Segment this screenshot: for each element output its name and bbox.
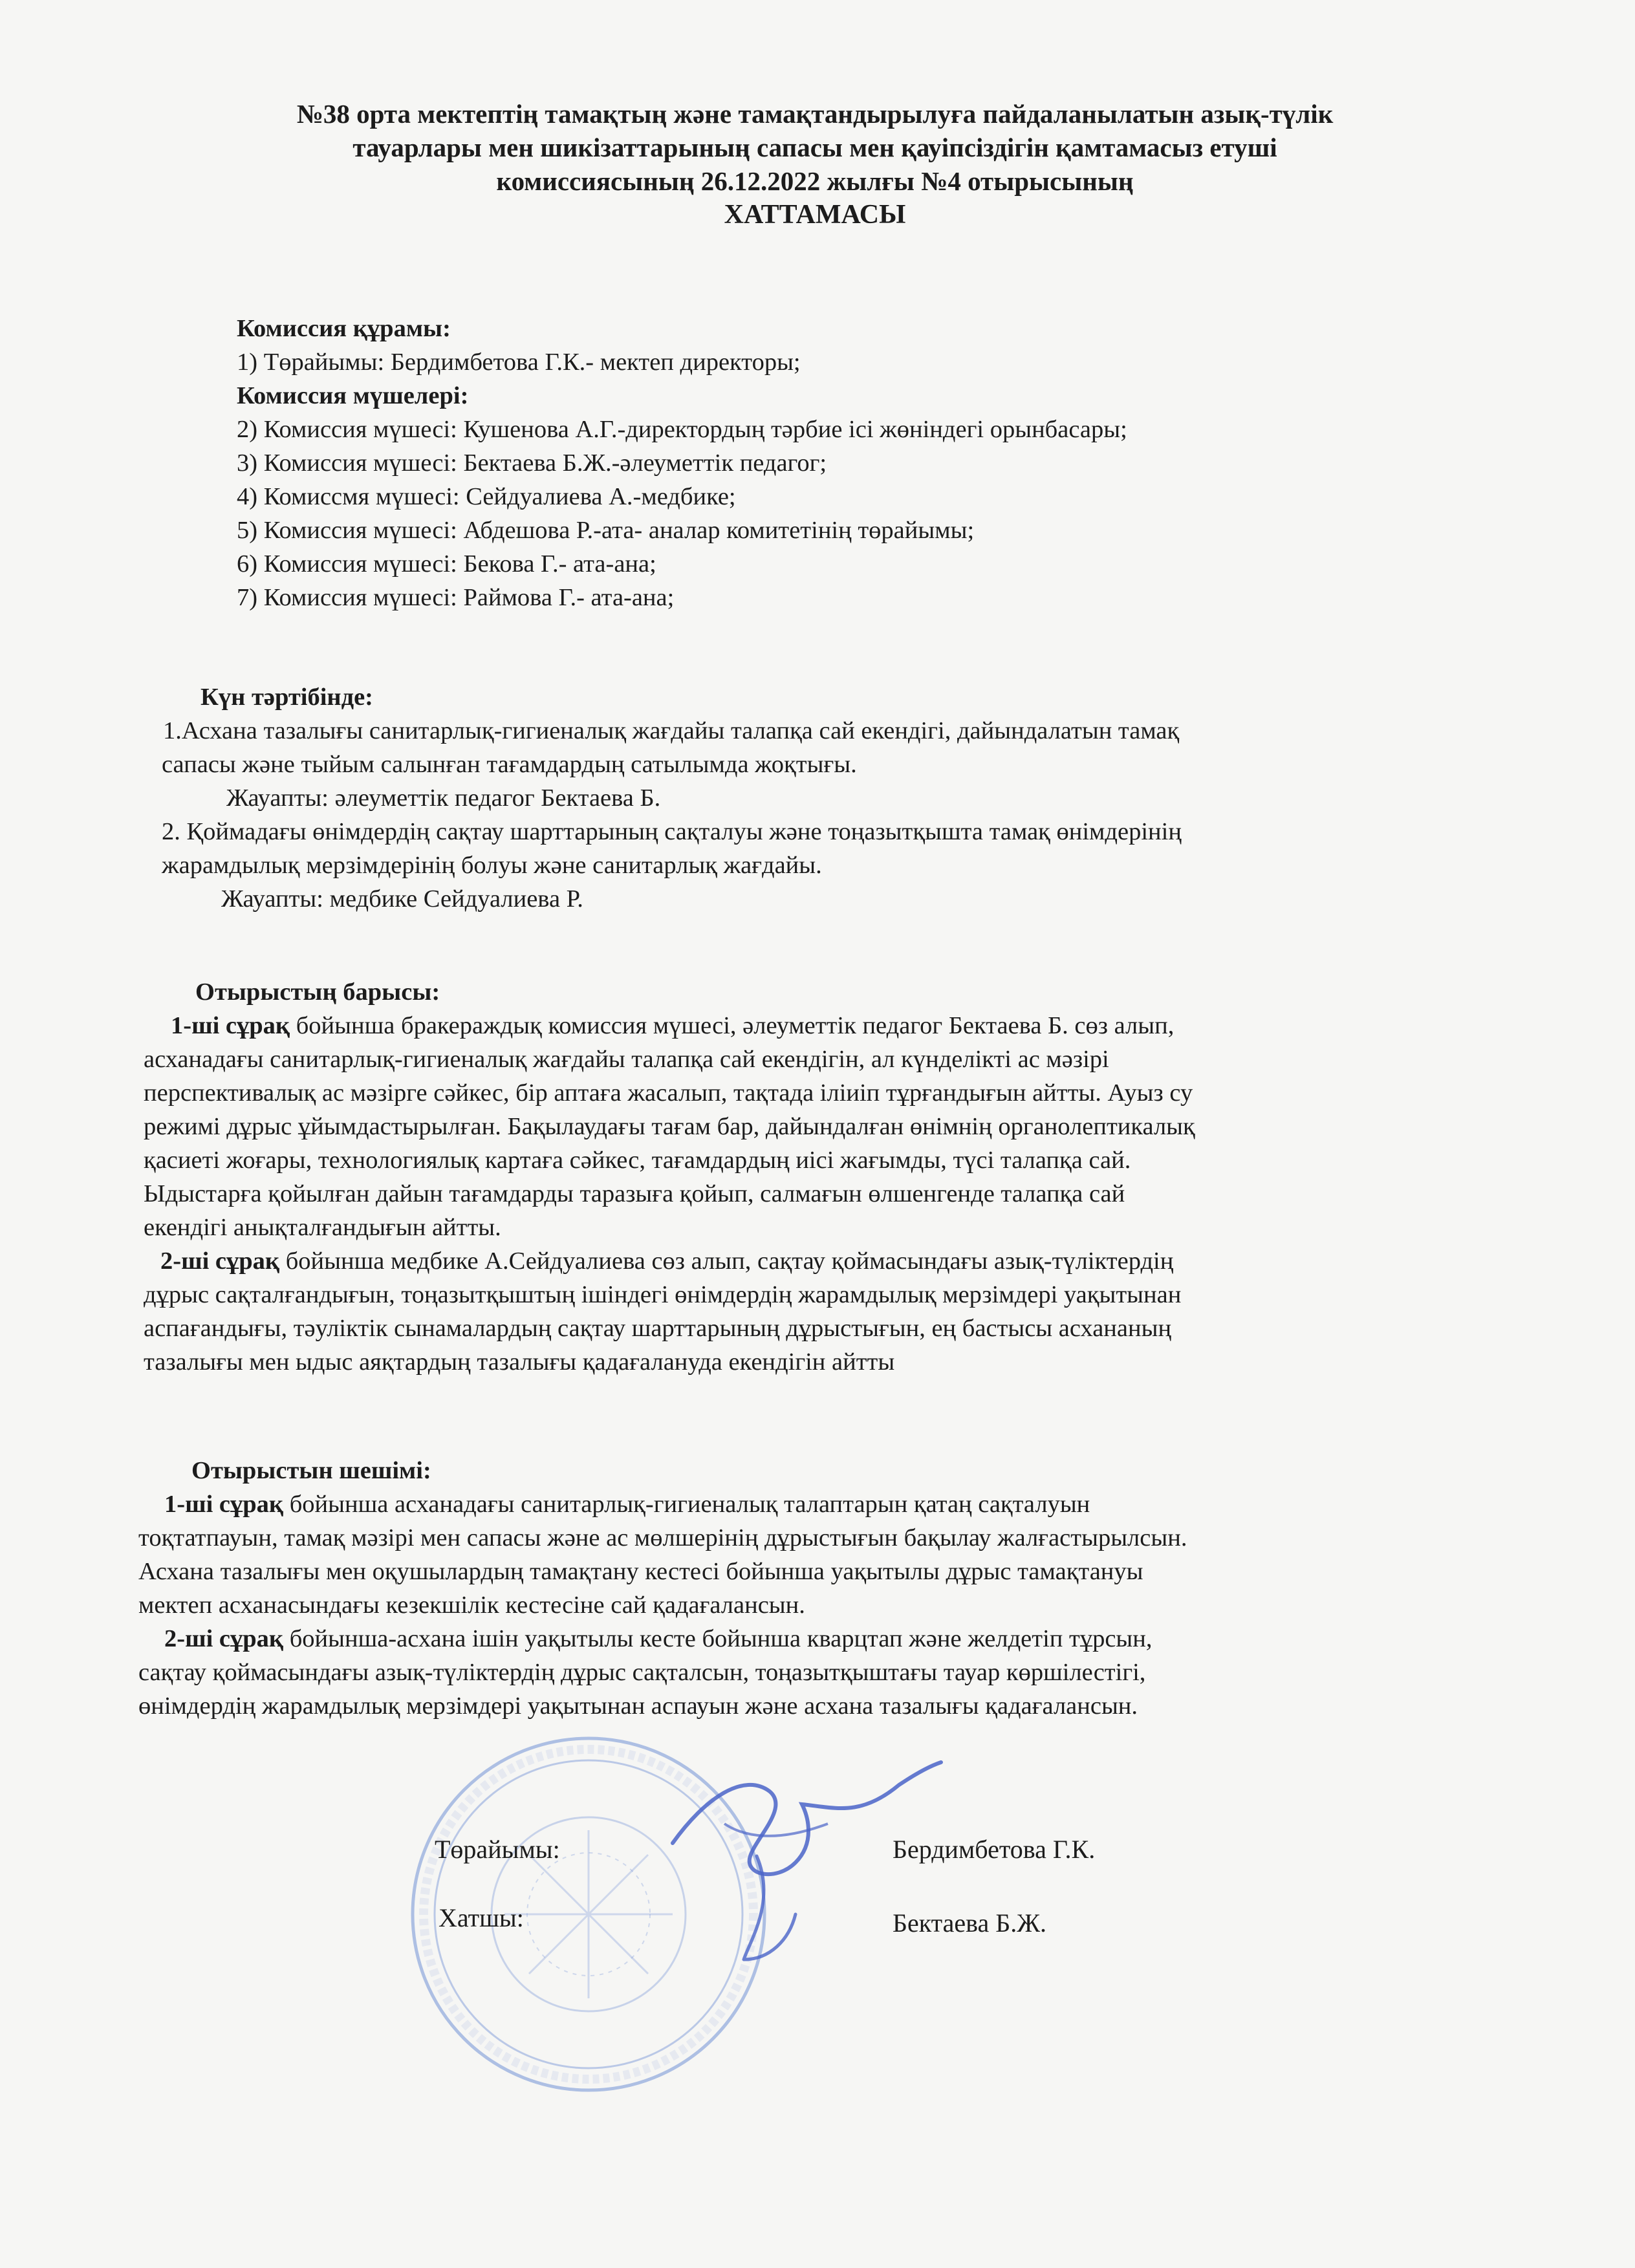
agenda-responsible: Жауапты: медбике Сейдуалиева Р. <box>221 885 583 913</box>
question-2-label: 2-ші сұрақ <box>164 1625 284 1652</box>
title-line-3: комиссиясының 26.12.2022 жылғы №4 отырысының <box>496 166 1134 196</box>
paragraph-line: сақтау қоймасындағы азық-түліктердің дұрыс сақталсын, тоңазытқыштағы тауар көршілестігі, <box>138 1659 1146 1686</box>
agenda-line: 1.Асхана тазалығы санитарлық-гигиеналық жағдайы талапқа сай екендігі, дайындалатын тамақ <box>163 717 1180 744</box>
composition-section <box>237 312 1127 614</box>
chair-label: Төрайымы: <box>435 1835 560 1864</box>
question-1-label: 1-ші сұрақ <box>164 1491 284 1518</box>
agenda-line: сапасы және тыйым салынған тағамдардың сатылымда жоқтығы. <box>162 751 857 778</box>
paragraph-line: өнімдердің жарамдылық мерзімдері уақытынан аспауын және асхана тазалығы қадағалансын. <box>138 1692 1138 1720</box>
paragraph-line: қасиеті жоғары, технологиялық картаға сәйкес, тағамдардың иісі жағымды, түсі талапқа сай. <box>144 1147 1131 1174</box>
paragraph-line: Асхана тазалығы мен оқушылардың тамақтану кестесі бойынша уақытылы дұрыс тамақтануы <box>138 1558 1143 1585</box>
paragraph-line: екендігі анықталғандығын айтты. <box>144 1214 501 1241</box>
proceedings-section <box>144 975 1195 1379</box>
composition-chair: 1) Төрайымы: Бердимбетова Г.К.- мектеп директоры; <box>237 349 801 376</box>
agenda-responsible: Жауапты: әлеуметтік педагог Бектаева Б. <box>226 784 661 812</box>
member-item: 6) Комиссия мүшесі: Бекова Г.- ата-ана; <box>237 550 656 578</box>
agenda-section <box>162 680 1182 916</box>
proceedings-q1-text: бойынша бракераждық комиссия мүшесі, әлеуметтік педагог Бектаева Б. сөз алып, <box>290 1012 1175 1039</box>
paragraph-line: асханадағы санитарлық-гигиеналық жағдайы талапқа сай екендігін, ал күнделікті ас мәзірі <box>144 1046 1109 1073</box>
member-item: 4) Комиссмя мүшесі: Сейдуалиева А.-медбике; <box>237 483 736 510</box>
decision-q1-text: бойынша асханадағы санитарлық-гигиеналық талаптарын қатаң сақталуын <box>283 1491 1090 1518</box>
agenda-line: 2. Қоймадағы өнімдердің сақтау шарттарының сақталуы және тоңазытқышта тамақ өнімдерінің <box>162 818 1182 845</box>
title-line-2: тауарлары мен шикізаттарының сапасы мен қауіпсіздігін қамтамасыз етуші <box>352 133 1277 162</box>
paragraph-line: режимі дұрыс ұйымдастырылған. Бақылаудағы тағам бар, дайындалған өнімнің органолептикалық <box>144 1113 1195 1140</box>
member-item: 7) Комиссия мүшесі: Раймова Г.- ата-ана; <box>237 584 675 611</box>
secretary-label: Хатшы: <box>439 1903 524 1932</box>
question-1-label: 1-ші сұрақ <box>171 1012 290 1039</box>
composition-heading: Комиссия құрамы: <box>237 315 451 342</box>
title-line-4: ХАТТАМАСЫ <box>724 200 906 230</box>
agenda-line: жарамдылық мерзімдерінің болуы және санитарлық жағдайы. <box>162 852 822 879</box>
paragraph-line: дұрыс сақталғандығын, тоңазытқыштың ішіндегі өнімдердің жарамдылық мерзімдері уақытынан <box>144 1281 1182 1308</box>
chair-name: Бердимбетова Г.К. <box>893 1835 1096 1864</box>
decision-section <box>138 1454 1187 1723</box>
decision-heading: Отырыстын шешімі: <box>191 1457 431 1484</box>
agenda-heading: Күн тәртібінде: <box>200 684 373 711</box>
secretary-name: Бектаева Б.Ж. <box>893 1908 1047 1938</box>
document-title <box>149 97 1481 232</box>
paragraph-line: тоқтатпауын, тамақ мәзірі мен сапасы және ас мөлшерінің дұрыстығын бақылау жалғастырылсын. <box>138 1524 1187 1551</box>
member-item: 5) Комиссия мүшесі: Абдешова Р.-ата- аналар комитетінің төрайымы; <box>237 517 975 544</box>
proceedings-heading: Отырыстың барысы: <box>195 978 440 1006</box>
paragraph-line: мектеп асханасындағы кезекшілік кестесіне сай қадағалансын. <box>138 1592 805 1619</box>
decision-q2-text: бойынша-асхана ішін уақытылы кесте бойынша кварцтап және желдетіп тұрсын, <box>283 1625 1153 1652</box>
title-line-1: №38 орта мектептің тамақтың және тамақтандырылуға пайдаланылатын азық-түлік <box>296 99 1334 129</box>
handwritten-signature <box>647 1746 944 1992</box>
paragraph-line: аспағандығы, тәуліктік сынамалардың сақтау шарттарының дұрыстығын, ең бастысы асхананың <box>144 1315 1172 1342</box>
member-item: 3) Комиссия мүшесі: Бектаева Б.Ж.-әлеуметтік педагог; <box>237 449 827 477</box>
proceedings-q2-text: бойынша медбике А.Сейдуалиева сөз алып, сақтау қоймасындағы азық-түліктердің <box>279 1247 1174 1275</box>
member-item: 2) Комиссия мүшесі: Кушенова А.Г.-директордың тәрбие ісі жөніндегі орынбасары; <box>237 416 1127 443</box>
paragraph-line: перспективалық ас мәзірге сәйкес, бір аптаға жасалып, тақтада іліиіп тұрғандығын айтты. Ауыз су <box>144 1079 1193 1107</box>
members-heading: Комиссия мүшелері: <box>237 382 469 409</box>
paragraph-line: тазалығы мен ыдыс аяқтардың тазалығы қадағалануда екендігін айтты <box>144 1348 895 1376</box>
paragraph-line: Ыдыстарға қойылған дайын тағамдарды таразыға қойып, салмағын өлшенгенде талапқа сай <box>144 1180 1125 1207</box>
question-2-label: 2-ші сұрақ <box>160 1247 280 1275</box>
